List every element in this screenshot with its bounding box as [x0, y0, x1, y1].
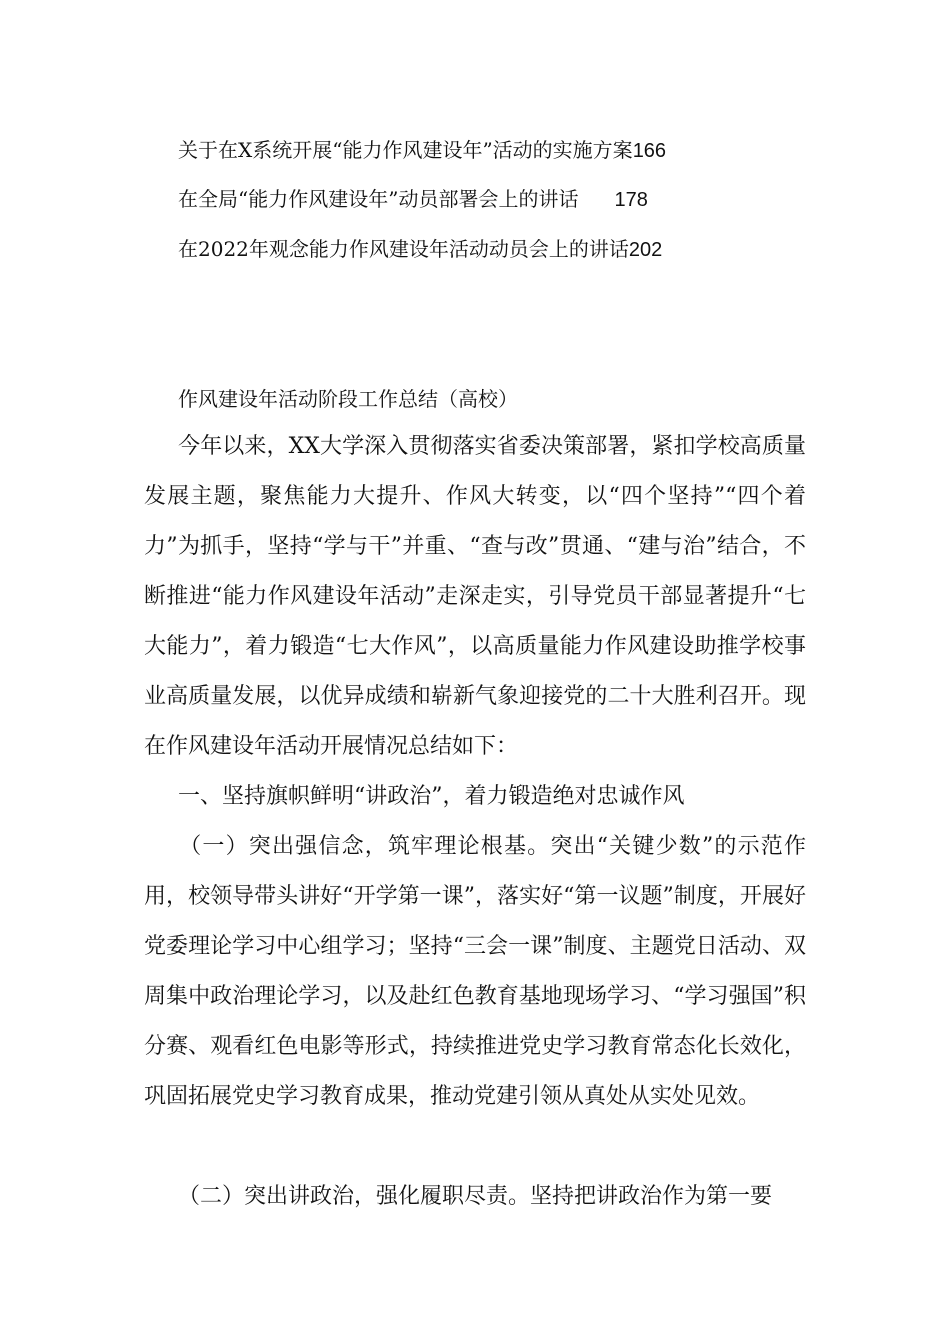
paragraph-text: （一）突出强信念，筑牢理论根基。突出“关键少数”的示范作用，校领导带头讲好“开学第一课”，落实好“第一议题”制度，开展好党委理论学习中心组学习；坚持“三会一课”制度、主题党日活动、双周集中政治理论学习，以及赴红色教育基地现场学习、“学习强国”积分赛、观看红色电影等形式，持续推进党史学习教育常态化长效化，巩固拓展党史学习教育成果，推动党建引领从真处从实处见效。	[144, 834, 806, 1109]
toc-entry-title: 在全局“能力作风建设年”动员部署会上的讲话	[178, 187, 579, 211]
paragraph-text: （二）突出讲政治，强化履职尽责。坚持把讲政治作为第一要	[178, 1184, 773, 1209]
section-heading-text: 一、坚持旗帜鲜明“讲政治”，着力锻造绝对忠诚作风	[178, 784, 685, 809]
article-title: 作风建设年活动阶段工作总结（高校）	[178, 387, 518, 411]
toc-entry-page: 166	[632, 140, 667, 162]
toc-entry-1[interactable]	[178, 136, 666, 165]
toc-entry-page: 202	[628, 239, 663, 261]
toc-entry-title: 在2022年观念能力作风建设年活动动员会上的讲话	[178, 237, 629, 261]
toc-entry-2[interactable]	[178, 185, 648, 214]
intro-text: 今年以来，XX大学深入贯彻落实省委决策部署，紧扣学校高质量发展主题，聚焦能力大提升、作风大转变，以“四个坚持”“四个着力”为抓手，坚持“学与干”并重、“查与改”贯通、“建与治”结合，不断推进“能力作风建设年活动”走深走实，引导党员干部显著提升“七大能力”，着力锻造“七大作风”，以高质量能力作风建设助推学校事业高质量发展，以优异成绩和崭新气象迎接党的二十大胜利召开。现在作风建设年活动开展情况总结如下：	[144, 434, 806, 759]
toc-entry-page: 178	[614, 189, 648, 211]
paragraph-2	[144, 1172, 806, 1222]
paragraph-1	[144, 822, 806, 1122]
toc-entry-title: 关于在X系统开展“能力作风建设年”活动的实施方案	[178, 138, 633, 162]
section-heading-1	[144, 772, 806, 822]
intro-paragraph	[144, 422, 806, 772]
toc-entry-3[interactable]	[178, 235, 662, 264]
